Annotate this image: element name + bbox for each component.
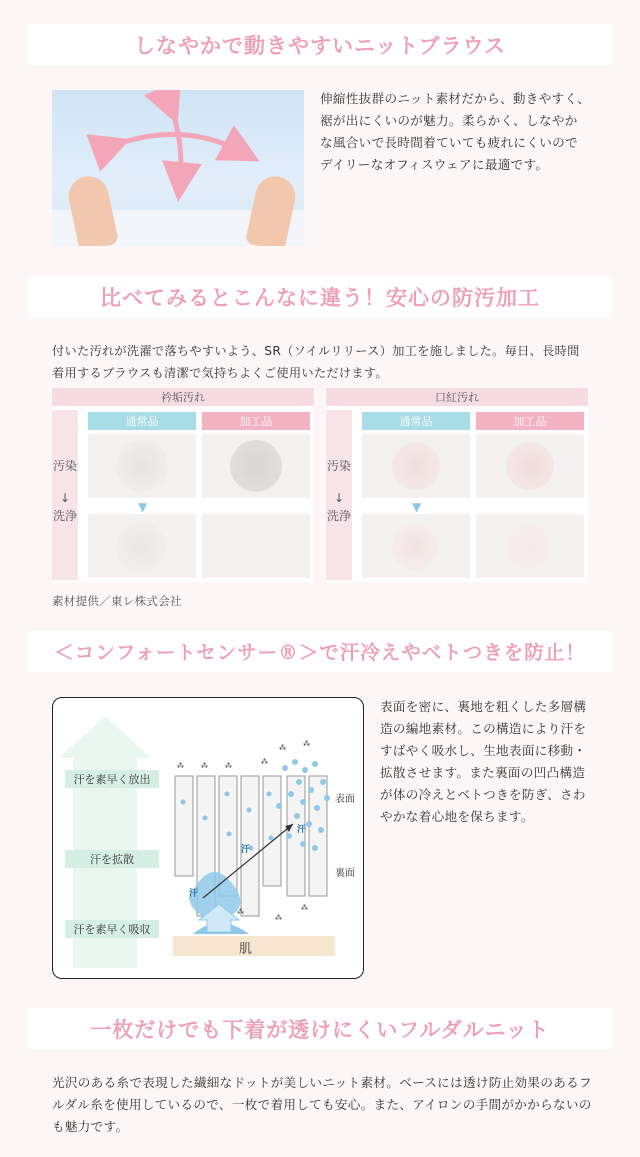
- section2-heading: [28, 276, 612, 318]
- down-arrow-icon: ▼: [138, 500, 148, 514]
- section2-description: 付いた汚れが洗濯で落ちやすいよう、SR（ソイルリリース）加工を施しました。毎日、長時間着用するブラウスも清潔で気持ちよくご使用いただけます。: [52, 344, 580, 380]
- label-surface: 表面: [335, 794, 355, 805]
- section2-heading-text: 比べてみるとこんなに違う！安心の防汚加工: [100, 286, 540, 310]
- svg-text:⁂: ⁂: [275, 914, 282, 922]
- collar-stain-panel: [52, 388, 314, 582]
- label-spread: 汗を拡散: [65, 850, 159, 868]
- section4-heading: [28, 1008, 612, 1050]
- lipstick-stain-panel: [326, 388, 588, 582]
- side-label-wash: 洗浄: [326, 509, 351, 523]
- tag-normal: 通常品: [362, 412, 470, 430]
- label-back: 裏面: [335, 868, 355, 879]
- svg-text:⁂: ⁂: [303, 740, 310, 748]
- panel-title: 衿垢汚れ: [52, 388, 314, 406]
- label-absorb: 汗を素早く吸収: [65, 920, 159, 938]
- label-skin: 肌: [239, 942, 253, 957]
- section4-heading-text: 一枚だけでも下着が透けにくいフルダルニット: [90, 1018, 550, 1042]
- section1-description: 伸縮性抜群のニット素材だから、動きやすく、裾が出にくいのが魅力。柔らかく、しなやかな風合いで長時間着ていても疲れにくいのでデイリーなオフィスウェアに最適です。: [320, 91, 591, 172]
- stretch-photo: [52, 90, 304, 246]
- svg-text:⁂: ⁂: [261, 758, 268, 766]
- down-arrow-icon: ▼: [412, 500, 422, 514]
- label-sweat-bottom: 汗: [189, 889, 199, 899]
- material-credit: 素材提供／東レ株式会社: [52, 594, 182, 608]
- swatch-processed-washed: [202, 514, 310, 578]
- comfort-sensor-diagram: [52, 697, 364, 979]
- section3-heading: [28, 630, 612, 672]
- section3-description: 表面を密に、裏地を粗くした多層構造の編地素材。この構造により汗をすばやく吸水し、生地表面に移動・拡散させます。また裏面の凹凸構造が体の冷えとベトつきを防ぎ、さわやかな着心地を保ちます。: [380, 699, 587, 824]
- section1-heading: [28, 24, 612, 66]
- swatch-normal-washed: [362, 514, 470, 578]
- svg-text:⁂: ⁂: [225, 762, 232, 770]
- svg-text:⁂: ⁂: [237, 908, 244, 916]
- section1-heading-text: しなやかで動きやすいニットブラウス: [134, 34, 506, 58]
- panel-title: 口紅汚れ: [326, 388, 588, 406]
- label-sweat-top: 汗: [297, 825, 307, 835]
- label-sweat-middle: 汗: [241, 845, 251, 855]
- section3-heading-text: ＜コンフォートセンサー®＞で汗冷えやベトつきを防止！: [54, 641, 586, 664]
- swatch-processed-washed: [476, 514, 584, 578]
- side-label-soil: 汚染: [326, 459, 351, 473]
- svg-text:⁂: ⁂: [201, 762, 208, 770]
- side-arrow-icon: ↓: [333, 491, 345, 505]
- tag-normal: 通常品: [88, 412, 196, 430]
- stretch-arrows-icon: [52, 90, 304, 246]
- side-arrow-icon: ↓: [59, 491, 71, 505]
- side-label-wash: 洗浄: [52, 509, 77, 523]
- tag-processed: 加工品: [476, 412, 584, 430]
- swatch-normal-soiled: [88, 434, 196, 498]
- svg-text:⁂: ⁂: [177, 762, 184, 770]
- swatch-normal-washed: [88, 514, 196, 578]
- tag-processed: 加工品: [202, 412, 310, 430]
- section4-description: 光沢のある糸で表現した繊細なドットが美しいニット素材。ベースには透け防止効果のあるフルダル糸を使用しているので、一枚で着用しても安心。また、アイロンの手間がかからないのも魅力です。: [52, 1075, 592, 1134]
- swatch-normal-soiled: [362, 434, 470, 498]
- label-release: 汗を素早く放出: [65, 770, 159, 788]
- swatch-processed-soiled: [476, 434, 584, 498]
- svg-text:⁂: ⁂: [301, 904, 308, 912]
- side-label-soil: 汚染: [52, 459, 77, 473]
- svg-text:⁂: ⁂: [279, 744, 286, 752]
- swatch-processed-soiled: [202, 434, 310, 498]
